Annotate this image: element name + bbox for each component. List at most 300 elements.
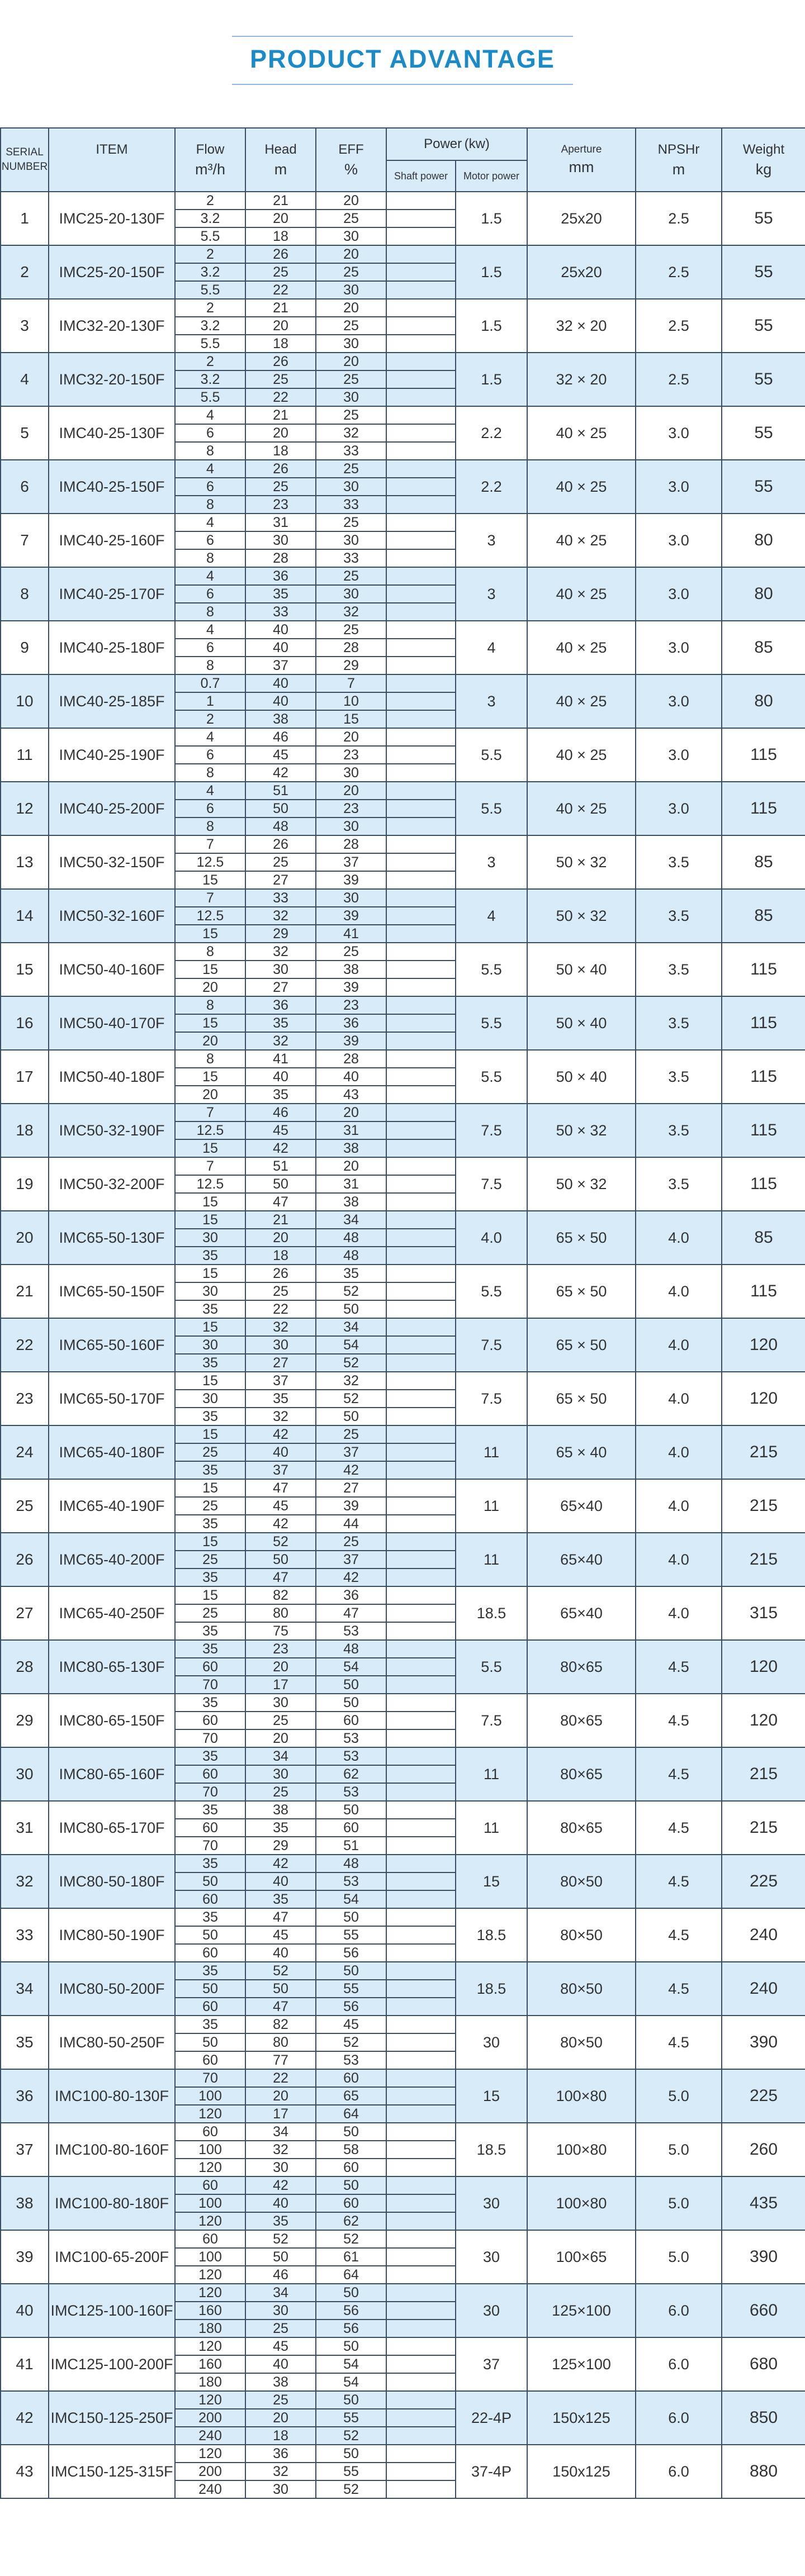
head-cell: 32 <box>245 1032 316 1050</box>
eff-cell: 23 <box>316 800 386 818</box>
head-cell: 37 <box>245 657 316 674</box>
shaft-power-cell <box>386 1640 456 1658</box>
item-cell: IMC65-50-150F <box>49 1265 175 1318</box>
npshr-cell: 3.0 <box>636 567 722 621</box>
table-row-group <box>1 1211 805 1265</box>
flow-cell: 2 <box>175 710 245 728</box>
weight-cell: 120 <box>722 1640 805 1694</box>
serial-cell: 23 <box>1 1372 49 1425</box>
item-cell: IMC80-50-190F <box>49 1908 175 1962</box>
eff-cell: 60 <box>316 1712 386 1729</box>
head-cell: 35 <box>245 1890 316 1908</box>
weight-cell: 225 <box>722 2069 805 2123</box>
flow-cell: 6 <box>175 531 245 549</box>
table-row-group <box>1 835 805 889</box>
shaft-power-cell <box>386 2069 456 2087</box>
eff-cell: 20 <box>316 299 386 317</box>
table-row-group <box>1 1694 805 1747</box>
item-cell: IMC32-20-150F <box>49 353 175 406</box>
eff-cell: 54 <box>316 1658 386 1676</box>
head-cell: 35 <box>245 1086 316 1104</box>
flow-cell: 8 <box>175 764 245 782</box>
weight-cell: 115 <box>722 728 805 782</box>
header-flow <box>175 128 245 192</box>
weight-cell: 55 <box>722 353 805 406</box>
motor-power-cell: 18.5 <box>456 1962 527 2016</box>
head-cell: 40 <box>245 692 316 710</box>
shaft-power-cell <box>386 1622 456 1640</box>
serial-cell: 25 <box>1 1479 49 1533</box>
shaft-power-cell <box>386 1712 456 1729</box>
eff-cell: 54 <box>316 2373 386 2391</box>
head-cell: 82 <box>245 1586 316 1604</box>
item-cell: IMC40-25-190F <box>49 728 175 782</box>
eff-cell: 29 <box>316 657 386 674</box>
head-cell: 22 <box>245 1300 316 1318</box>
shaft-power-cell <box>386 2445 456 2463</box>
eff-cell: 53 <box>316 1622 386 1640</box>
shaft-power-cell <box>386 1515 456 1533</box>
table-row-group <box>1 1962 805 2016</box>
head-cell: 38 <box>245 710 316 728</box>
head-cell: 28 <box>245 549 316 567</box>
npshr-cell: 6.0 <box>636 2391 722 2445</box>
item-cell: IMC100-65-200F <box>49 2230 175 2284</box>
table-row <box>1 835 805 853</box>
table-row <box>1 1157 805 1175</box>
aperture-cell: 100×80 <box>527 2176 636 2230</box>
aperture-cell: 65 × 50 <box>527 1372 636 1425</box>
shaft-power-cell <box>386 1247 456 1265</box>
motor-power-cell: 5.5 <box>456 1640 527 1694</box>
item-cell: IMC80-65-130F <box>49 1640 175 1694</box>
weight-cell: 115 <box>722 1050 805 1104</box>
aperture-cell: 125×100 <box>527 2337 636 2391</box>
npshr-cell: 6.0 <box>636 2337 722 2391</box>
flow-cell: 12.5 <box>175 1175 245 1193</box>
flow-cell: 7 <box>175 1157 245 1175</box>
eff-cell: 41 <box>316 925 386 943</box>
weight-cell: 85 <box>722 621 805 674</box>
shaft-power-cell <box>386 2141 456 2159</box>
shaft-power-cell <box>386 1336 456 1354</box>
serial-cell: 6 <box>1 460 49 514</box>
item-cell: IMC150-125-315F <box>49 2445 175 2498</box>
head-cell: 20 <box>245 210 316 227</box>
aperture-cell: 40 × 25 <box>527 621 636 674</box>
eff-cell: 15 <box>316 710 386 728</box>
flow-cell: 2 <box>175 353 245 370</box>
head-cell: 45 <box>245 1497 316 1515</box>
table-row-group <box>1 1747 805 1801</box>
table-row <box>1 782 805 800</box>
shaft-power-cell <box>386 210 456 227</box>
aperture-cell: 80×65 <box>527 1747 636 1801</box>
eff-cell: 33 <box>316 496 386 514</box>
head-cell: 46 <box>245 1104 316 1121</box>
eff-cell: 53 <box>316 1729 386 1747</box>
table-row <box>1 2176 805 2194</box>
flow-cell: 5.5 <box>175 335 245 353</box>
weight-cell: 240 <box>722 1908 805 1962</box>
eff-cell: 55 <box>316 1926 386 1944</box>
shaft-power-cell <box>386 1050 456 1068</box>
table-row-group <box>1 1425 805 1479</box>
shaft-power-cell <box>386 1318 456 1336</box>
serial-cell: 26 <box>1 1533 49 1586</box>
head-cell: 22 <box>245 2069 316 2087</box>
shaft-power-cell <box>386 728 456 746</box>
eff-cell: 39 <box>316 1497 386 1515</box>
shaft-power-cell <box>386 2391 456 2409</box>
eff-cell: 61 <box>316 2248 386 2266</box>
head-cell: 22 <box>245 281 316 299</box>
weight-cell: 55 <box>722 299 805 353</box>
head-cell: 34 <box>245 1747 316 1765</box>
eff-cell: 28 <box>316 835 386 853</box>
header-weight-unit: kg <box>755 161 772 178</box>
flow-cell: 50 <box>175 1926 245 1944</box>
aperture-cell: 50 × 32 <box>527 889 636 943</box>
head-cell: 34 <box>245 2284 316 2302</box>
shaft-power-cell <box>386 1443 456 1461</box>
head-cell: 18 <box>245 335 316 353</box>
flow-cell: 8 <box>175 1050 245 1068</box>
shaft-power-cell <box>386 1819 456 1837</box>
table-row <box>1 1372 805 1390</box>
eff-cell: 56 <box>316 2302 386 2320</box>
eff-cell: 50 <box>316 2176 386 2194</box>
npshr-cell: 4.0 <box>636 1318 722 1372</box>
table-row <box>1 943 805 961</box>
shaft-power-cell <box>386 2266 456 2284</box>
serial-cell: 29 <box>1 1694 49 1747</box>
eff-cell: 39 <box>316 907 386 925</box>
item-cell: IMC80-50-250F <box>49 2016 175 2069</box>
flow-cell: 60 <box>175 1712 245 1729</box>
shaft-power-cell <box>386 2194 456 2212</box>
flow-cell: 60 <box>175 1890 245 1908</box>
serial-cell: 15 <box>1 943 49 996</box>
shaft-power-cell <box>386 1497 456 1515</box>
table-row-group <box>1 2069 805 2123</box>
head-cell: 26 <box>245 835 316 853</box>
flow-cell: 15 <box>175 1586 245 1604</box>
head-cell: 42 <box>245 1855 316 1872</box>
serial-cell: 27 <box>1 1586 49 1640</box>
table-row <box>1 1265 805 1282</box>
aperture-cell: 100×80 <box>527 2123 636 2176</box>
aperture-cell: 40 × 25 <box>527 674 636 728</box>
head-cell: 42 <box>245 1425 316 1443</box>
item-cell: IMC100-80-180F <box>49 2176 175 2230</box>
motor-power-cell: 11 <box>456 1801 527 1855</box>
eff-cell: 33 <box>316 549 386 567</box>
flow-cell: 4 <box>175 621 245 639</box>
table-row-group <box>1 1855 805 1908</box>
head-cell: 26 <box>245 460 316 478</box>
flow-cell: 4 <box>175 728 245 746</box>
serial-cell: 40 <box>1 2284 49 2337</box>
eff-cell: 30 <box>316 764 386 782</box>
eff-cell: 51 <box>316 1837 386 1855</box>
shaft-power-cell <box>386 335 456 353</box>
flow-cell: 60 <box>175 2230 245 2248</box>
head-cell: 45 <box>245 1926 316 1944</box>
header-motor-power: Motor power <box>456 160 527 192</box>
shaft-power-cell <box>386 1908 456 1926</box>
eff-cell: 39 <box>316 871 386 889</box>
head-cell: 46 <box>245 2266 316 2284</box>
flow-cell: 6 <box>175 424 245 442</box>
aperture-cell: 40 × 25 <box>527 460 636 514</box>
shaft-power-cell <box>386 353 456 370</box>
flow-cell: 5.5 <box>175 227 245 245</box>
shaft-power-cell <box>386 567 456 585</box>
item-cell: IMC40-25-150F <box>49 460 175 514</box>
motor-power-cell: 3 <box>456 567 527 621</box>
weight-cell: 85 <box>722 835 805 889</box>
npshr-cell: 4.5 <box>636 1640 722 1694</box>
table-row <box>1 1533 805 1551</box>
npshr-cell: 4.5 <box>636 1962 722 2016</box>
table-row <box>1 1801 805 1819</box>
head-cell: 23 <box>245 496 316 514</box>
flow-cell: 8 <box>175 549 245 567</box>
flow-cell: 35 <box>175 1569 245 1586</box>
flow-cell: 240 <box>175 2427 245 2445</box>
head-cell: 38 <box>245 1801 316 1819</box>
serial-cell: 32 <box>1 1855 49 1908</box>
flow-cell: 120 <box>175 2391 245 2409</box>
item-cell: IMC100-80-130F <box>49 2069 175 2123</box>
npshr-cell: 4.5 <box>636 1908 722 1962</box>
aperture-cell: 40 × 25 <box>527 514 636 567</box>
head-cell: 30 <box>245 2159 316 2176</box>
motor-power-cell: 4 <box>456 621 527 674</box>
head-cell: 46 <box>245 728 316 746</box>
npshr-cell: 4.0 <box>636 1265 722 1318</box>
shaft-power-cell <box>386 1104 456 1121</box>
table-row-group <box>1 2337 805 2391</box>
shaft-power-cell <box>386 782 456 800</box>
header-flow-unit: m³/h <box>195 161 225 178</box>
shaft-power-cell <box>386 978 456 996</box>
table-row <box>1 1211 805 1229</box>
head-cell: 32 <box>245 1408 316 1425</box>
table-row <box>1 1050 805 1068</box>
flow-cell: 6 <box>175 746 245 764</box>
weight-cell: 85 <box>722 1211 805 1265</box>
shaft-power-cell <box>386 460 456 478</box>
serial-cell: 21 <box>1 1265 49 1318</box>
head-cell: 30 <box>245 961 316 978</box>
motor-power-cell: 4.0 <box>456 1211 527 1265</box>
head-cell: 34 <box>245 2123 316 2141</box>
npshr-cell: 3.0 <box>636 514 722 567</box>
eff-cell: 31 <box>316 1121 386 1139</box>
shaft-power-cell <box>386 2105 456 2123</box>
flow-cell: 5.5 <box>175 281 245 299</box>
aperture-cell: 32 × 20 <box>527 353 636 406</box>
weight-cell: 260 <box>722 2123 805 2176</box>
motor-power-cell: 11 <box>456 1747 527 1801</box>
item-cell: IMC100-80-160F <box>49 2123 175 2176</box>
flow-cell: 120 <box>175 2105 245 2123</box>
shaft-power-cell <box>386 1658 456 1676</box>
table-row-group <box>1 2016 805 2069</box>
serial-cell: 11 <box>1 728 49 782</box>
flow-cell: 70 <box>175 1729 245 1747</box>
shaft-power-cell <box>386 692 456 710</box>
flow-cell: 15 <box>175 1139 245 1157</box>
table-row <box>1 996 805 1014</box>
eff-cell: 20 <box>316 245 386 263</box>
shaft-power-cell <box>386 1354 456 1372</box>
flow-cell: 30 <box>175 1229 245 1247</box>
weight-cell: 240 <box>722 1962 805 2016</box>
head-cell: 40 <box>245 1872 316 1890</box>
flow-cell: 6 <box>175 585 245 603</box>
header-npshr-label: NPSHr <box>657 142 700 157</box>
aperture-cell: 65 × 50 <box>527 1211 636 1265</box>
eff-cell: 25 <box>316 370 386 388</box>
npshr-cell: 4.5 <box>636 1747 722 1801</box>
weight-cell: 850 <box>722 2391 805 2445</box>
motor-power-cell: 7.5 <box>456 1104 527 1157</box>
aperture-cell: 50 × 40 <box>527 996 636 1050</box>
item-cell: IMC80-50-200F <box>49 1962 175 2016</box>
flow-cell: 12.5 <box>175 907 245 925</box>
flow-cell: 20 <box>175 1032 245 1050</box>
header-head-unit: m <box>274 161 287 178</box>
table-row <box>1 567 805 585</box>
eff-cell: 25 <box>316 1533 386 1551</box>
eff-cell: 45 <box>316 2016 386 2033</box>
flow-cell: 4 <box>175 782 245 800</box>
serial-cell: 12 <box>1 782 49 835</box>
eff-cell: 40 <box>316 1068 386 1086</box>
head-cell: 40 <box>245 1068 316 1086</box>
eff-cell: 50 <box>316 1694 386 1712</box>
head-cell: 47 <box>245 1569 316 1586</box>
eff-cell: 60 <box>316 2159 386 2176</box>
head-cell: 18 <box>245 2427 316 2445</box>
head-cell: 45 <box>245 2337 316 2355</box>
head-cell: 30 <box>245 2302 316 2320</box>
flow-cell: 60 <box>175 2176 245 2194</box>
motor-power-cell: 1.5 <box>456 192 527 245</box>
weight-cell: 120 <box>722 1694 805 1747</box>
eff-cell: 56 <box>316 1944 386 1962</box>
aperture-cell: 25x20 <box>527 245 636 299</box>
weight-cell: 880 <box>722 2445 805 2498</box>
serial-cell: 38 <box>1 2176 49 2230</box>
shaft-power-cell <box>386 245 456 263</box>
table-row <box>1 2445 805 2463</box>
shaft-power-cell <box>386 1837 456 1855</box>
shaft-power-cell <box>386 1372 456 1390</box>
eff-cell: 39 <box>316 1032 386 1050</box>
shaft-power-cell <box>386 621 456 639</box>
shaft-power-cell <box>386 549 456 567</box>
head-cell: 35 <box>245 1819 316 1837</box>
npshr-cell: 5.0 <box>636 2069 722 2123</box>
head-cell: 32 <box>245 1318 316 1336</box>
flow-cell: 50 <box>175 1872 245 1890</box>
shaft-power-cell <box>386 514 456 531</box>
head-cell: 52 <box>245 1533 316 1551</box>
shaft-power-cell <box>386 424 456 442</box>
eff-cell: 58 <box>316 2141 386 2159</box>
head-cell: 40 <box>245 2355 316 2373</box>
head-cell: 27 <box>245 1354 316 1372</box>
shaft-power-cell <box>386 871 456 889</box>
motor-power-cell: 2.2 <box>456 460 527 514</box>
serial-cell: 31 <box>1 1801 49 1855</box>
item-cell: IMC50-32-150F <box>49 835 175 889</box>
motor-power-cell: 1.5 <box>456 353 527 406</box>
flow-cell: 70 <box>175 2069 245 2087</box>
eff-cell: 52 <box>316 1390 386 1408</box>
table-row <box>1 299 805 317</box>
npshr-cell: 3.0 <box>636 406 722 460</box>
eff-cell: 56 <box>316 2320 386 2337</box>
flow-cell: 30 <box>175 1390 245 1408</box>
shaft-power-cell <box>386 925 456 943</box>
serial-cell: 33 <box>1 1908 49 1962</box>
npshr-cell: 5.0 <box>636 2123 722 2176</box>
item-cell: IMC50-32-200F <box>49 1157 175 1211</box>
aperture-cell: 65×40 <box>527 1533 636 1586</box>
motor-power-cell: 18.5 <box>456 2123 527 2176</box>
shaft-power-cell <box>386 406 456 424</box>
flow-cell: 60 <box>175 1658 245 1676</box>
flow-cell: 180 <box>175 2373 245 2391</box>
head-cell: 25 <box>245 1783 316 1801</box>
flow-cell: 15 <box>175 961 245 978</box>
motor-power-cell: 1.5 <box>456 245 527 299</box>
weight-cell: 120 <box>722 1372 805 1425</box>
aperture-cell: 40 × 25 <box>527 567 636 621</box>
serial-cell: 34 <box>1 1962 49 2016</box>
table-row <box>1 1747 805 1765</box>
header-npshr <box>636 128 722 192</box>
weight-cell: 80 <box>722 674 805 728</box>
aperture-cell: 65 × 50 <box>527 1318 636 1372</box>
eff-cell: 38 <box>316 961 386 978</box>
head-cell: 36 <box>245 2445 316 2463</box>
npshr-cell: 4.5 <box>636 1855 722 1908</box>
shaft-power-cell <box>386 746 456 764</box>
head-cell: 40 <box>245 1443 316 1461</box>
weight-cell: 55 <box>722 406 805 460</box>
shaft-power-cell <box>386 996 456 1014</box>
npshr-cell: 2.5 <box>636 192 722 245</box>
flow-cell: 15 <box>175 1425 245 1443</box>
item-cell: IMC25-20-130F <box>49 192 175 245</box>
shaft-power-cell <box>386 1408 456 1425</box>
flow-cell: 70 <box>175 1837 245 1855</box>
aperture-cell: 65 × 50 <box>527 1265 636 1318</box>
shaft-power-cell <box>386 764 456 782</box>
eff-cell: 23 <box>316 996 386 1014</box>
eff-cell: 10 <box>316 692 386 710</box>
header-weight <box>722 128 805 192</box>
motor-power-cell: 7.5 <box>456 1372 527 1425</box>
flow-cell: 35 <box>175 1908 245 1926</box>
table-row-group <box>1 1801 805 1855</box>
